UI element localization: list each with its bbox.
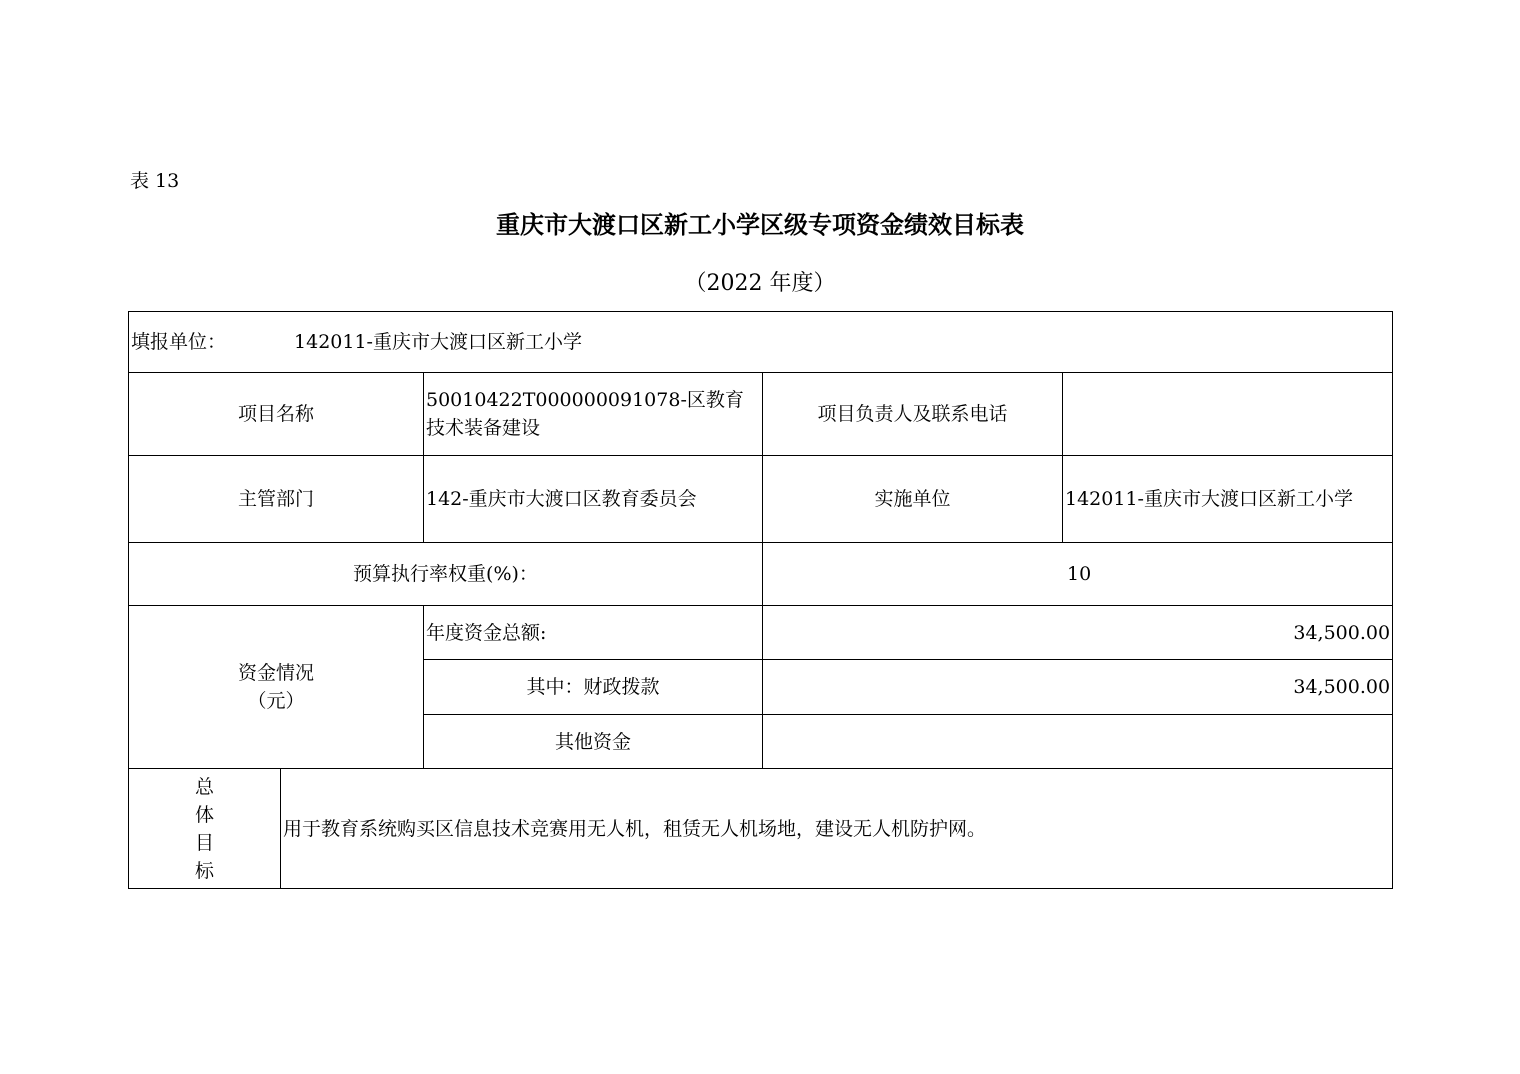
project-contact-value [1063,373,1393,456]
overall-goal-label [129,769,281,889]
funds-label [129,606,424,769]
fill-unit-row [129,312,1393,373]
other-funds-label: 其他资金 [424,715,763,769]
fill-unit-cell [129,312,1393,373]
funds-label-line2: （元） [247,690,305,712]
fill-unit-label: 填报单位： [131,331,227,353]
dept-label: 主管部门 [129,456,424,543]
funds-label-line1: 资金情况 [237,662,314,684]
fiscal-label: 其中：财政拨款 [424,660,763,715]
budget-weight-value-cell [763,543,1393,606]
goal-label-char: 目 [194,831,214,854]
overall-goal-row [129,769,1393,889]
fiscal-value: 34,500.00 [763,660,1393,715]
annual-total-label: 年度资金总额: [424,606,763,660]
project-name-label: 项目名称 [129,373,424,456]
project-name-value: 50010422T000000091078-区教育技术装备建设 [424,373,763,456]
goal-label-char: 标 [194,859,214,882]
project-contact-label: 项目负责人及联系电话 [763,373,1063,456]
impl-unit-value: 142011-重庆市大渡口区新工小学 [1063,456,1393,543]
annual-total-value: 34,500.00 [763,606,1393,660]
table-number: 表 13 [130,170,180,192]
goal-label-char: 体 [194,803,214,826]
department-row [129,456,1393,543]
document-title: 重庆市大渡口区新工小学区级专项资金绩效目标表 [496,211,1024,239]
budget-weight-label: 预算执行率权重(%)： [129,543,763,606]
document-subtitle: （2022 年度） [684,271,836,296]
dept-value: 142-重庆市大渡口区教育委员会 [424,456,763,543]
project-row [129,373,1393,456]
fill-unit-value: 142011-重庆市大渡口区新工小学 [294,331,582,353]
performance-target-table [128,311,1393,889]
goal-label-char: 总 [194,775,214,798]
budget-weight-value: 10 [1067,563,1092,585]
impl-unit-label: 实施单位 [763,456,1063,543]
budget-weight-row [129,543,1393,606]
overall-goal-value: 用于教育系统购买区信息技术竞赛用无人机，租赁无人机场地，建设无人机防护网。 [281,769,1393,889]
other-funds-value [763,715,1393,769]
annual-total-row [129,606,1393,660]
